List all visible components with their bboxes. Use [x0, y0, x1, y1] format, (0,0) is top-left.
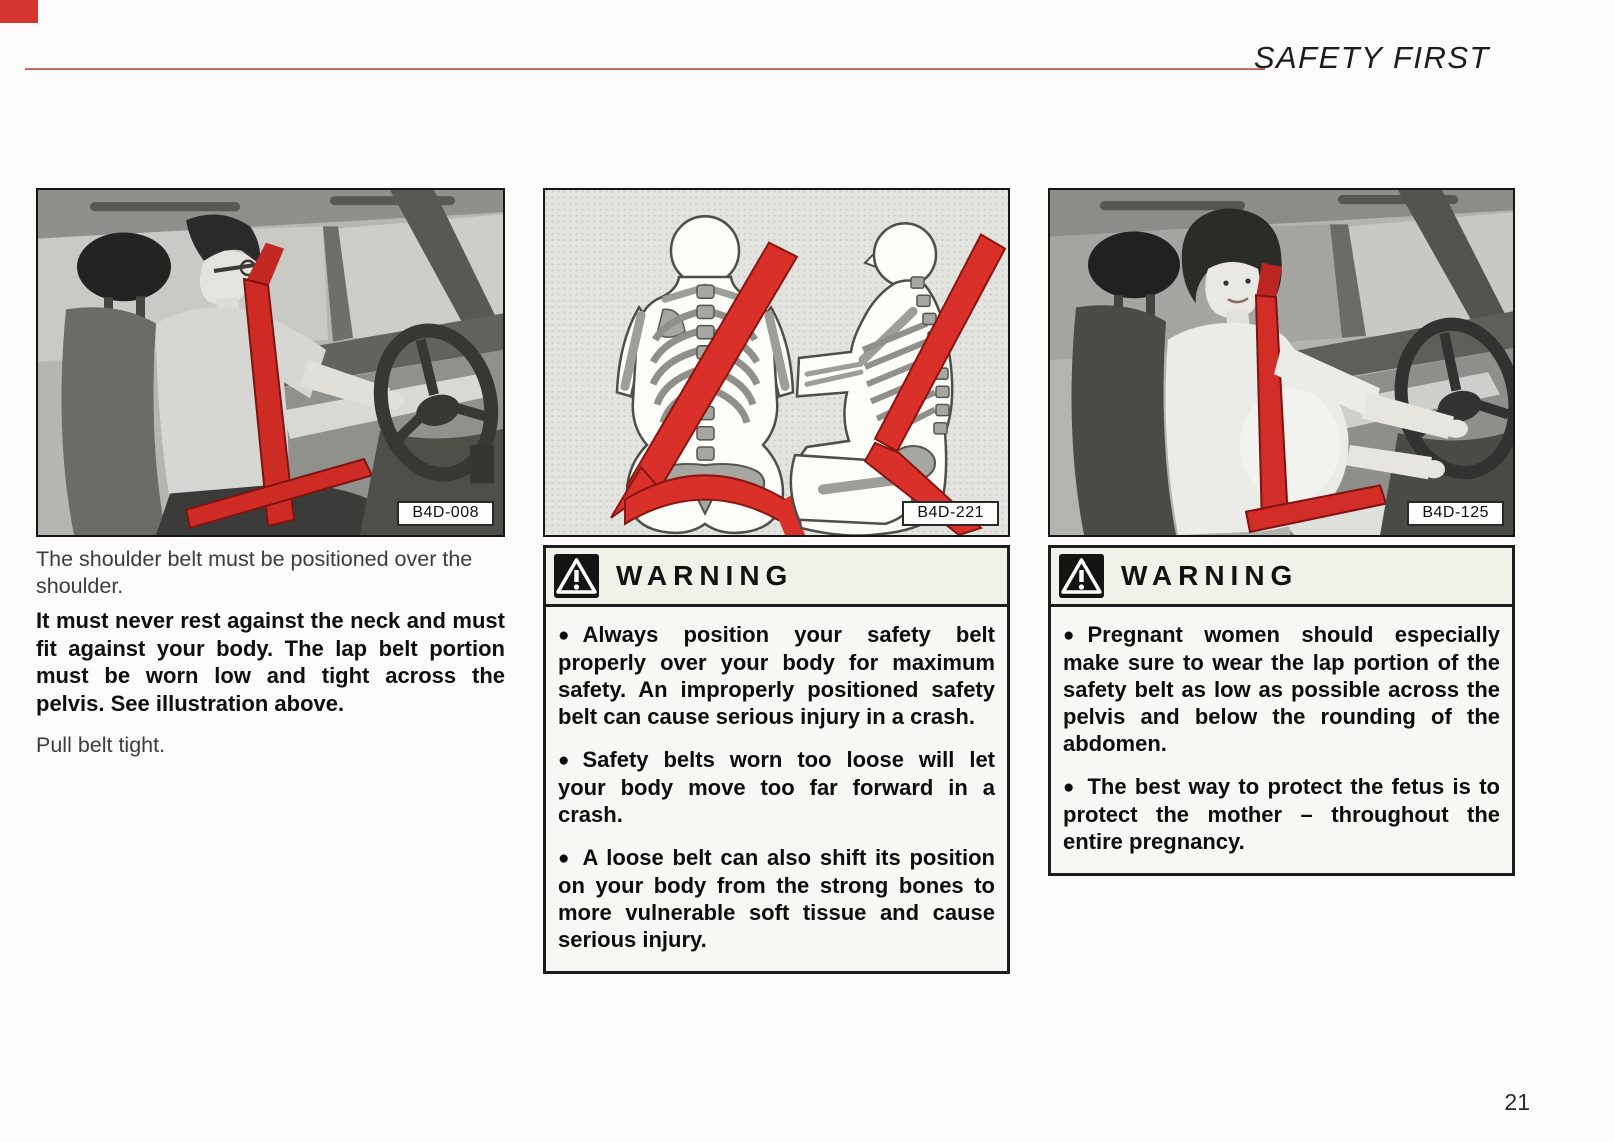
warning-box-pregnant-women [1048, 545, 1515, 876]
skeleton-belt-illustration [545, 190, 1008, 535]
warning-body [1051, 607, 1512, 873]
caption-line: Pull belt tight. [36, 733, 166, 757]
warning-box-belt-position [543, 545, 1010, 974]
driver-shoulder-belt-illustration [38, 190, 503, 535]
caption-shoulder-belt [36, 546, 505, 759]
warning-header [546, 548, 1007, 607]
warning-bullet: ● Pregnant women should especially make sure to wear the lap portion of the safety belt as low as possible across the pelvis and below the rounding of the abdomen. [1063, 622, 1500, 756]
figure-shoulder-belt [36, 188, 505, 537]
bullet-icon: ● [1063, 777, 1075, 798]
warning-bullet: ● The best way to protect the fetus is to protect the mother – throughout the entire pregnancy. [1063, 774, 1500, 854]
figure-label: B4D-125 [1407, 501, 1504, 526]
bullet-icon: ● [558, 625, 570, 646]
figure-label: B4D-221 [902, 501, 999, 526]
header-rule [25, 68, 1265, 70]
figure-pregnant-driver [1048, 188, 1515, 537]
page-number: 21 [1504, 1089, 1530, 1115]
warning-bullet: ● Always position your safety belt properly over your body for maximum safety. An improperly positioned safety belt can cause serious injury in a crash. [558, 622, 995, 729]
page-header-title: SAFETY FIRST [1253, 40, 1490, 75]
hand-on-wheel [1423, 460, 1445, 478]
column-pregnant-women [1048, 188, 1515, 974]
seat-back [62, 307, 167, 535]
warning-triangle-icon [554, 554, 599, 598]
bullet-icon: ● [558, 848, 570, 869]
driver-face [1205, 262, 1260, 318]
bullet-icon: ● [558, 750, 570, 771]
warning-bullet: ● Safety belts worn too loose will let your body move too far forward in a crash. [558, 747, 995, 827]
warning-bullet: ● A loose belt can also shift its position on your body from the strong bones to more vulnerable soft tissue and cause serious injury. [558, 845, 995, 952]
caption-line: The shoulder belt must be positioned over the shoulder. [36, 547, 473, 598]
bullet-icon: ● [1063, 625, 1075, 646]
column-belt-position [543, 188, 1010, 974]
warning-header [1051, 548, 1512, 607]
figure-belt-position [543, 188, 1010, 537]
pregnant-driver-illustration [1050, 190, 1513, 535]
warning-title: WARNING [616, 560, 794, 591]
hand-on-wheel [1444, 420, 1468, 438]
headrest [77, 232, 171, 301]
figure-label: B4D-008 [397, 501, 494, 526]
warning-body [546, 607, 1007, 971]
seat-back [1072, 305, 1177, 535]
caption-bold: It must never rest against the neck and must fit against your body. The lap belt portion must be worn low and tight across the pelvis. See illustration above. [36, 608, 505, 716]
warning-triangle-icon [1059, 554, 1104, 598]
headrest [1088, 231, 1180, 298]
red-corner-mark [0, 0, 38, 23]
column-shoulder-belt [36, 188, 505, 974]
warning-title: WARNING [1121, 560, 1299, 591]
content-columns [36, 188, 1515, 974]
